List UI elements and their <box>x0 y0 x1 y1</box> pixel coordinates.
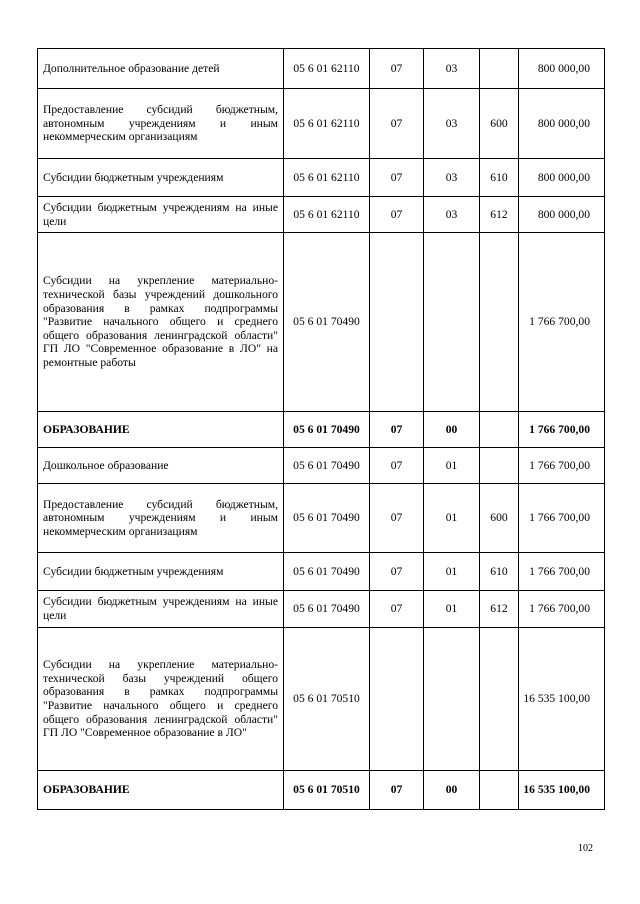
row-vr <box>480 448 519 484</box>
row-podrazdel: 03 <box>424 89 480 159</box>
row-amount: 800 000,00 <box>519 89 605 159</box>
row-amount: 800 000,00 <box>519 49 605 89</box>
row-csr: 05 6 01 62110 <box>284 49 370 89</box>
table-row <box>38 591 605 628</box>
row-razdel: 07 <box>370 49 424 89</box>
row-csr: 05 6 01 62110 <box>284 89 370 159</box>
row-razdel: 07 <box>370 89 424 159</box>
row-csr: 05 6 01 70490 <box>284 484 370 553</box>
row-vr <box>480 412 519 448</box>
row-razdel <box>370 233 424 412</box>
table-row <box>38 628 605 771</box>
row-razdel: 07 <box>370 591 424 628</box>
row-podrazdel: 00 <box>424 771 480 810</box>
row-name: ОБРАЗОВАНИЕ <box>38 412 284 448</box>
table-row <box>38 553 605 591</box>
row-vr: 600 <box>480 89 519 159</box>
row-amount: 1 766 700,00 <box>519 591 605 628</box>
row-name: Дошкольное образование <box>38 448 284 484</box>
row-amount: 1 766 700,00 <box>519 484 605 553</box>
row-csr: 05 6 01 62110 <box>284 197 370 233</box>
row-vr: 612 <box>480 591 519 628</box>
row-name: Субсидии бюджетным учреждениям <box>38 553 284 591</box>
row-razdel: 07 <box>370 484 424 553</box>
page-number: 102 <box>578 843 593 854</box>
row-podrazdel: 01 <box>424 484 480 553</box>
row-csr: 05 6 01 70510 <box>284 771 370 810</box>
row-csr: 05 6 01 62110 <box>284 159 370 197</box>
row-razdel: 07 <box>370 197 424 233</box>
table-row <box>38 771 605 810</box>
row-vr <box>480 233 519 412</box>
row-amount: 1 766 700,00 <box>519 448 605 484</box>
row-razdel: 07 <box>370 412 424 448</box>
table-row <box>38 412 605 448</box>
row-podrazdel: 03 <box>424 197 480 233</box>
budget-table <box>37 48 605 810</box>
row-csr: 05 6 01 70510 <box>284 628 370 771</box>
row-name: ОБРАЗОВАНИЕ <box>38 771 284 810</box>
row-name: Предоставление субсидий бюджетным, автономным учреждениям и иным некоммерческим организациям <box>38 484 284 553</box>
table-row <box>38 448 605 484</box>
row-amount: 16 535 100,00 <box>519 771 605 810</box>
row-podrazdel: 03 <box>424 49 480 89</box>
row-vr <box>480 771 519 810</box>
row-amount: 800 000,00 <box>519 159 605 197</box>
row-razdel: 07 <box>370 553 424 591</box>
row-csr: 05 6 01 70490 <box>284 412 370 448</box>
table-row <box>38 197 605 233</box>
table-row <box>38 484 605 553</box>
row-vr: 600 <box>480 484 519 553</box>
row-podrazdel: 01 <box>424 591 480 628</box>
row-csr: 05 6 01 70490 <box>284 233 370 412</box>
row-amount: 1 766 700,00 <box>519 233 605 412</box>
row-name: Дополнительное образование детей <box>38 49 284 89</box>
row-podrazdel: 00 <box>424 412 480 448</box>
row-name: Субсидии на укрепление материально-технической базы учреждений общего образования в рамках подпрограммы "Развитие начального общего и среднего общего образования ленинградской области" ГП ЛО "Современное образование в ЛО" <box>38 628 284 771</box>
row-podrazdel <box>424 628 480 771</box>
row-razdel: 07 <box>370 771 424 810</box>
row-vr <box>480 49 519 89</box>
row-razdel: 07 <box>370 159 424 197</box>
row-amount: 1 766 700,00 <box>519 412 605 448</box>
row-vr: 610 <box>480 553 519 591</box>
row-csr: 05 6 01 70490 <box>284 448 370 484</box>
table-row <box>38 49 605 89</box>
row-podrazdel: 03 <box>424 159 480 197</box>
row-amount: 800 000,00 <box>519 197 605 233</box>
row-name: Субсидии на укрепление материально-технической базы учреждений дошкольного образования в рамках подпрограммы "Развитие начального общего и среднего общего образования ленинградской области" ГП ЛО "Современное образование в ЛО" на ремонтные работы <box>38 233 284 412</box>
row-vr: 610 <box>480 159 519 197</box>
row-vr: 612 <box>480 197 519 233</box>
row-vr <box>480 628 519 771</box>
row-name: Субсидии бюджетным учреждениям на иные цели <box>38 591 284 628</box>
row-podrazdel <box>424 233 480 412</box>
row-razdel: 07 <box>370 448 424 484</box>
row-podrazdel: 01 <box>424 448 480 484</box>
table-row <box>38 159 605 197</box>
row-amount: 16 535 100,00 <box>519 628 605 771</box>
row-podrazdel: 01 <box>424 553 480 591</box>
row-csr: 05 6 01 70490 <box>284 591 370 628</box>
row-name: Предоставление субсидий бюджетным, автономным учреждениям и иным некоммерческим организациям <box>38 89 284 159</box>
row-name: Субсидии бюджетным учреждениям <box>38 159 284 197</box>
table-row <box>38 233 605 412</box>
row-amount: 1 766 700,00 <box>519 553 605 591</box>
row-name: Субсидии бюджетным учреждениям на иные цели <box>38 197 284 233</box>
table-row <box>38 89 605 159</box>
row-csr: 05 6 01 70490 <box>284 553 370 591</box>
row-razdel <box>370 628 424 771</box>
